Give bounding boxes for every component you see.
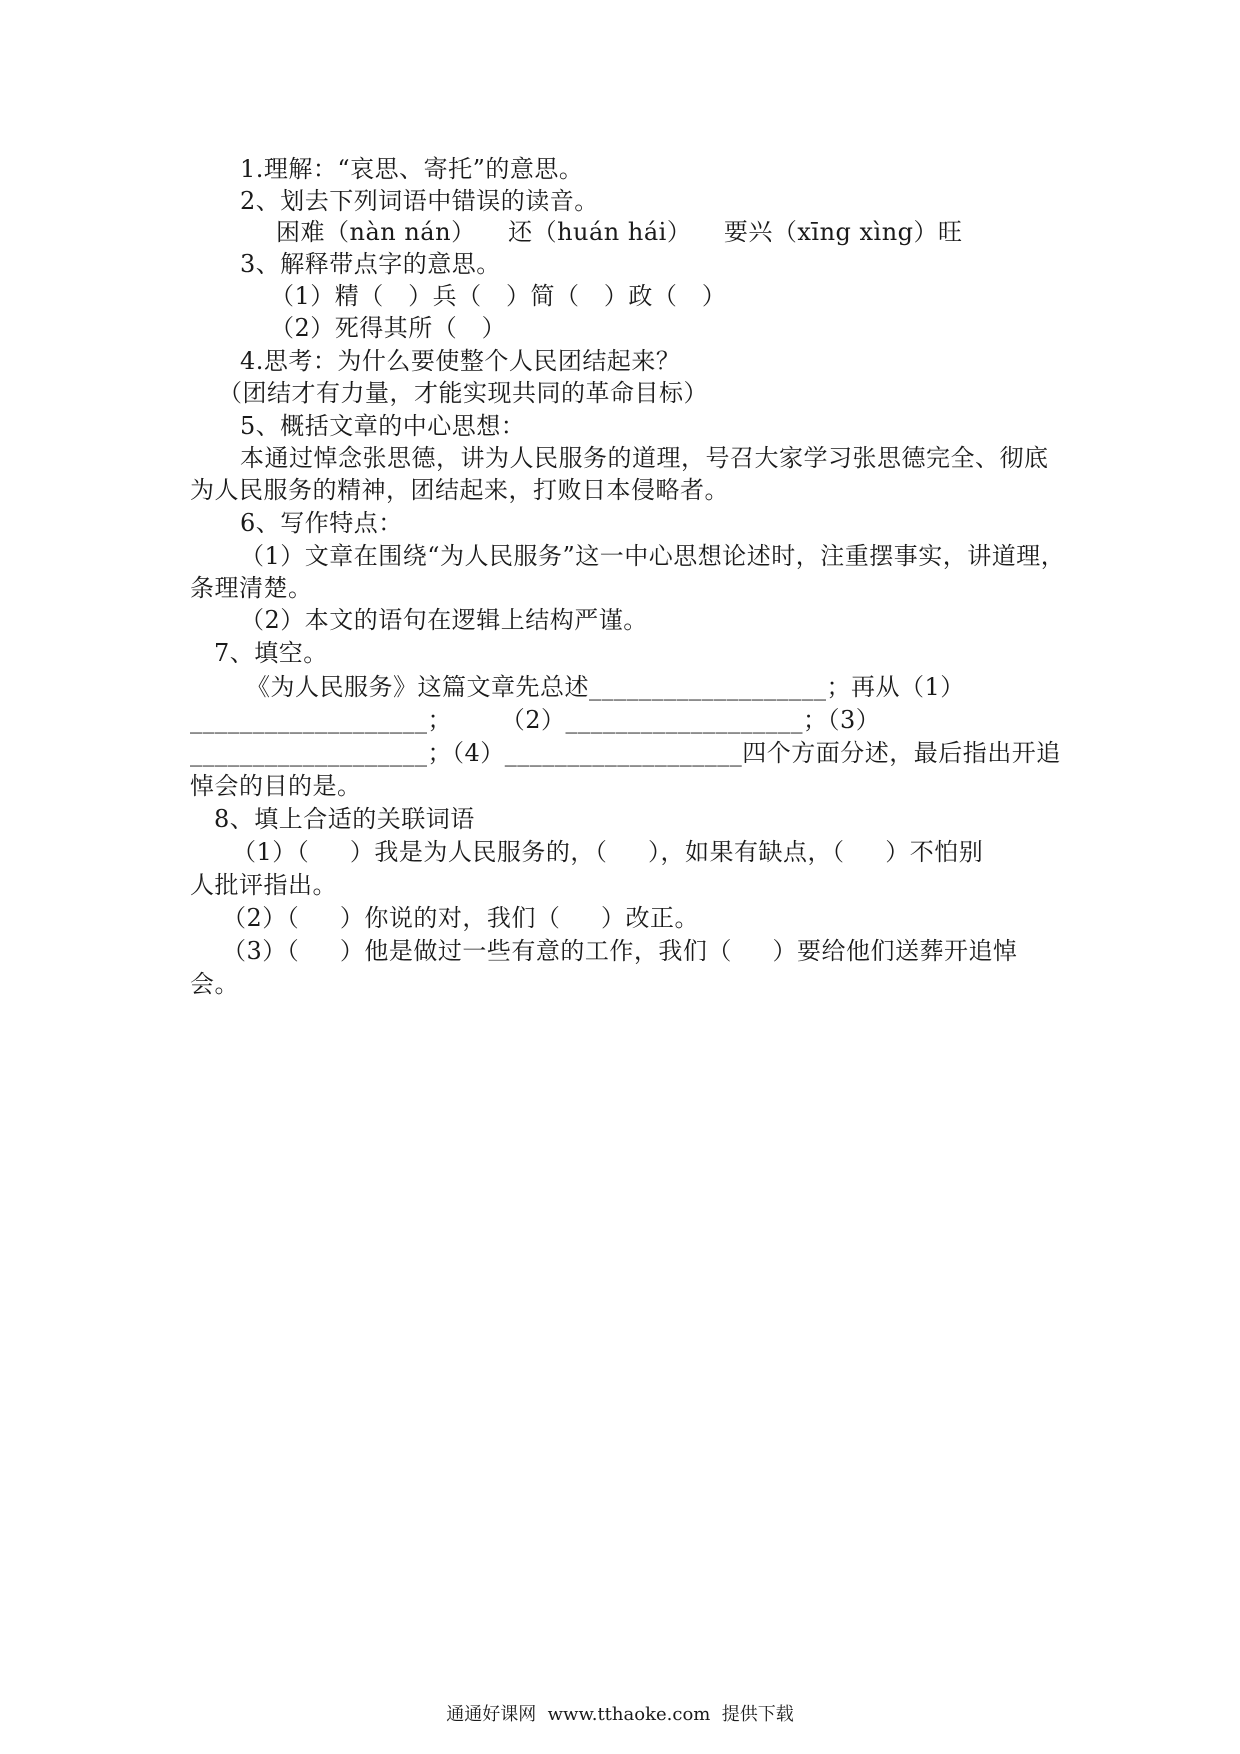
question-4-answer: （团结才有力量，才能实现共同的革命目标）: [218, 379, 708, 407]
question-6: 6、写作特点：: [240, 509, 403, 537]
question-4: 4.思考：为什么要使整个人民团结起来？: [240, 347, 681, 375]
question-7: 7、填空。: [214, 639, 328, 667]
question-8-item-3-line-1: （3）（ ）他是做过一些有意的工作，我们（ ）要给他们送葬开追悼: [222, 937, 1018, 965]
page-footer: 通通好课网 www.tthaoke.com 提供下载: [446, 1704, 794, 1725]
question-8-item-1-line-1: （1）（ ）我是为人民服务的，（ ），如果有缺点，（ ）不怕别: [232, 838, 984, 866]
question-3-item-2: （2）死得其所（ ）: [270, 314, 507, 342]
question-3: 3、解释带点字的意思。: [240, 250, 501, 278]
question-2: 2、划去下列词语中错误的读音。: [240, 187, 599, 215]
question-6-item-1-line-1: （1）文章在围绕“为人民服务”这一中心思想论述时，注重摆事实，讲道理，: [240, 542, 1066, 570]
question-6-item-1-line-2: 条理清楚。: [190, 574, 313, 602]
question-8-item-1-line-2: 人批评指出。: [190, 871, 337, 899]
question-1: 1.理解：“哀思、寄托”的意思。: [240, 155, 584, 183]
question-8: 8、填上合适的关联词语: [214, 805, 475, 833]
question-7-line-2: ___________________； （2）___________________；（3）: [190, 706, 881, 734]
question-5-answer-line-2: 为人民服务的精神，团结起来，打败日本侵略者。: [190, 476, 729, 504]
question-7-line-3: ___________________；（4）___________________四个方面分述，最后指出开追: [190, 739, 1061, 767]
question-6-item-2: （2）本文的语句在逻辑上结构严谨。: [240, 606, 648, 634]
question-3-item-1: （1）精（ ）兵（ ）简（ ）政（ ）: [270, 282, 727, 310]
question-8-item-2: （2）（ ）你说的对，我们（ ）改正。: [222, 904, 700, 932]
question-7-line-1: 《为人民服务》这篇文章先总述___________________；再从（1）: [246, 673, 965, 701]
question-2-options: 困难（nàn nán） 还（huán hái） 要兴（xīng xìng）旺: [276, 218, 963, 246]
question-7-line-4: 悼会的目的是。: [190, 772, 362, 800]
question-8-item-3-line-2: 会。: [190, 970, 239, 998]
question-5-answer-line-1: 本通过悼念张思德，讲为人民服务的道理，号召大家学习张思德完全、彻底: [240, 444, 1049, 472]
question-5: 5、概括文章的中心思想：: [240, 412, 526, 440]
